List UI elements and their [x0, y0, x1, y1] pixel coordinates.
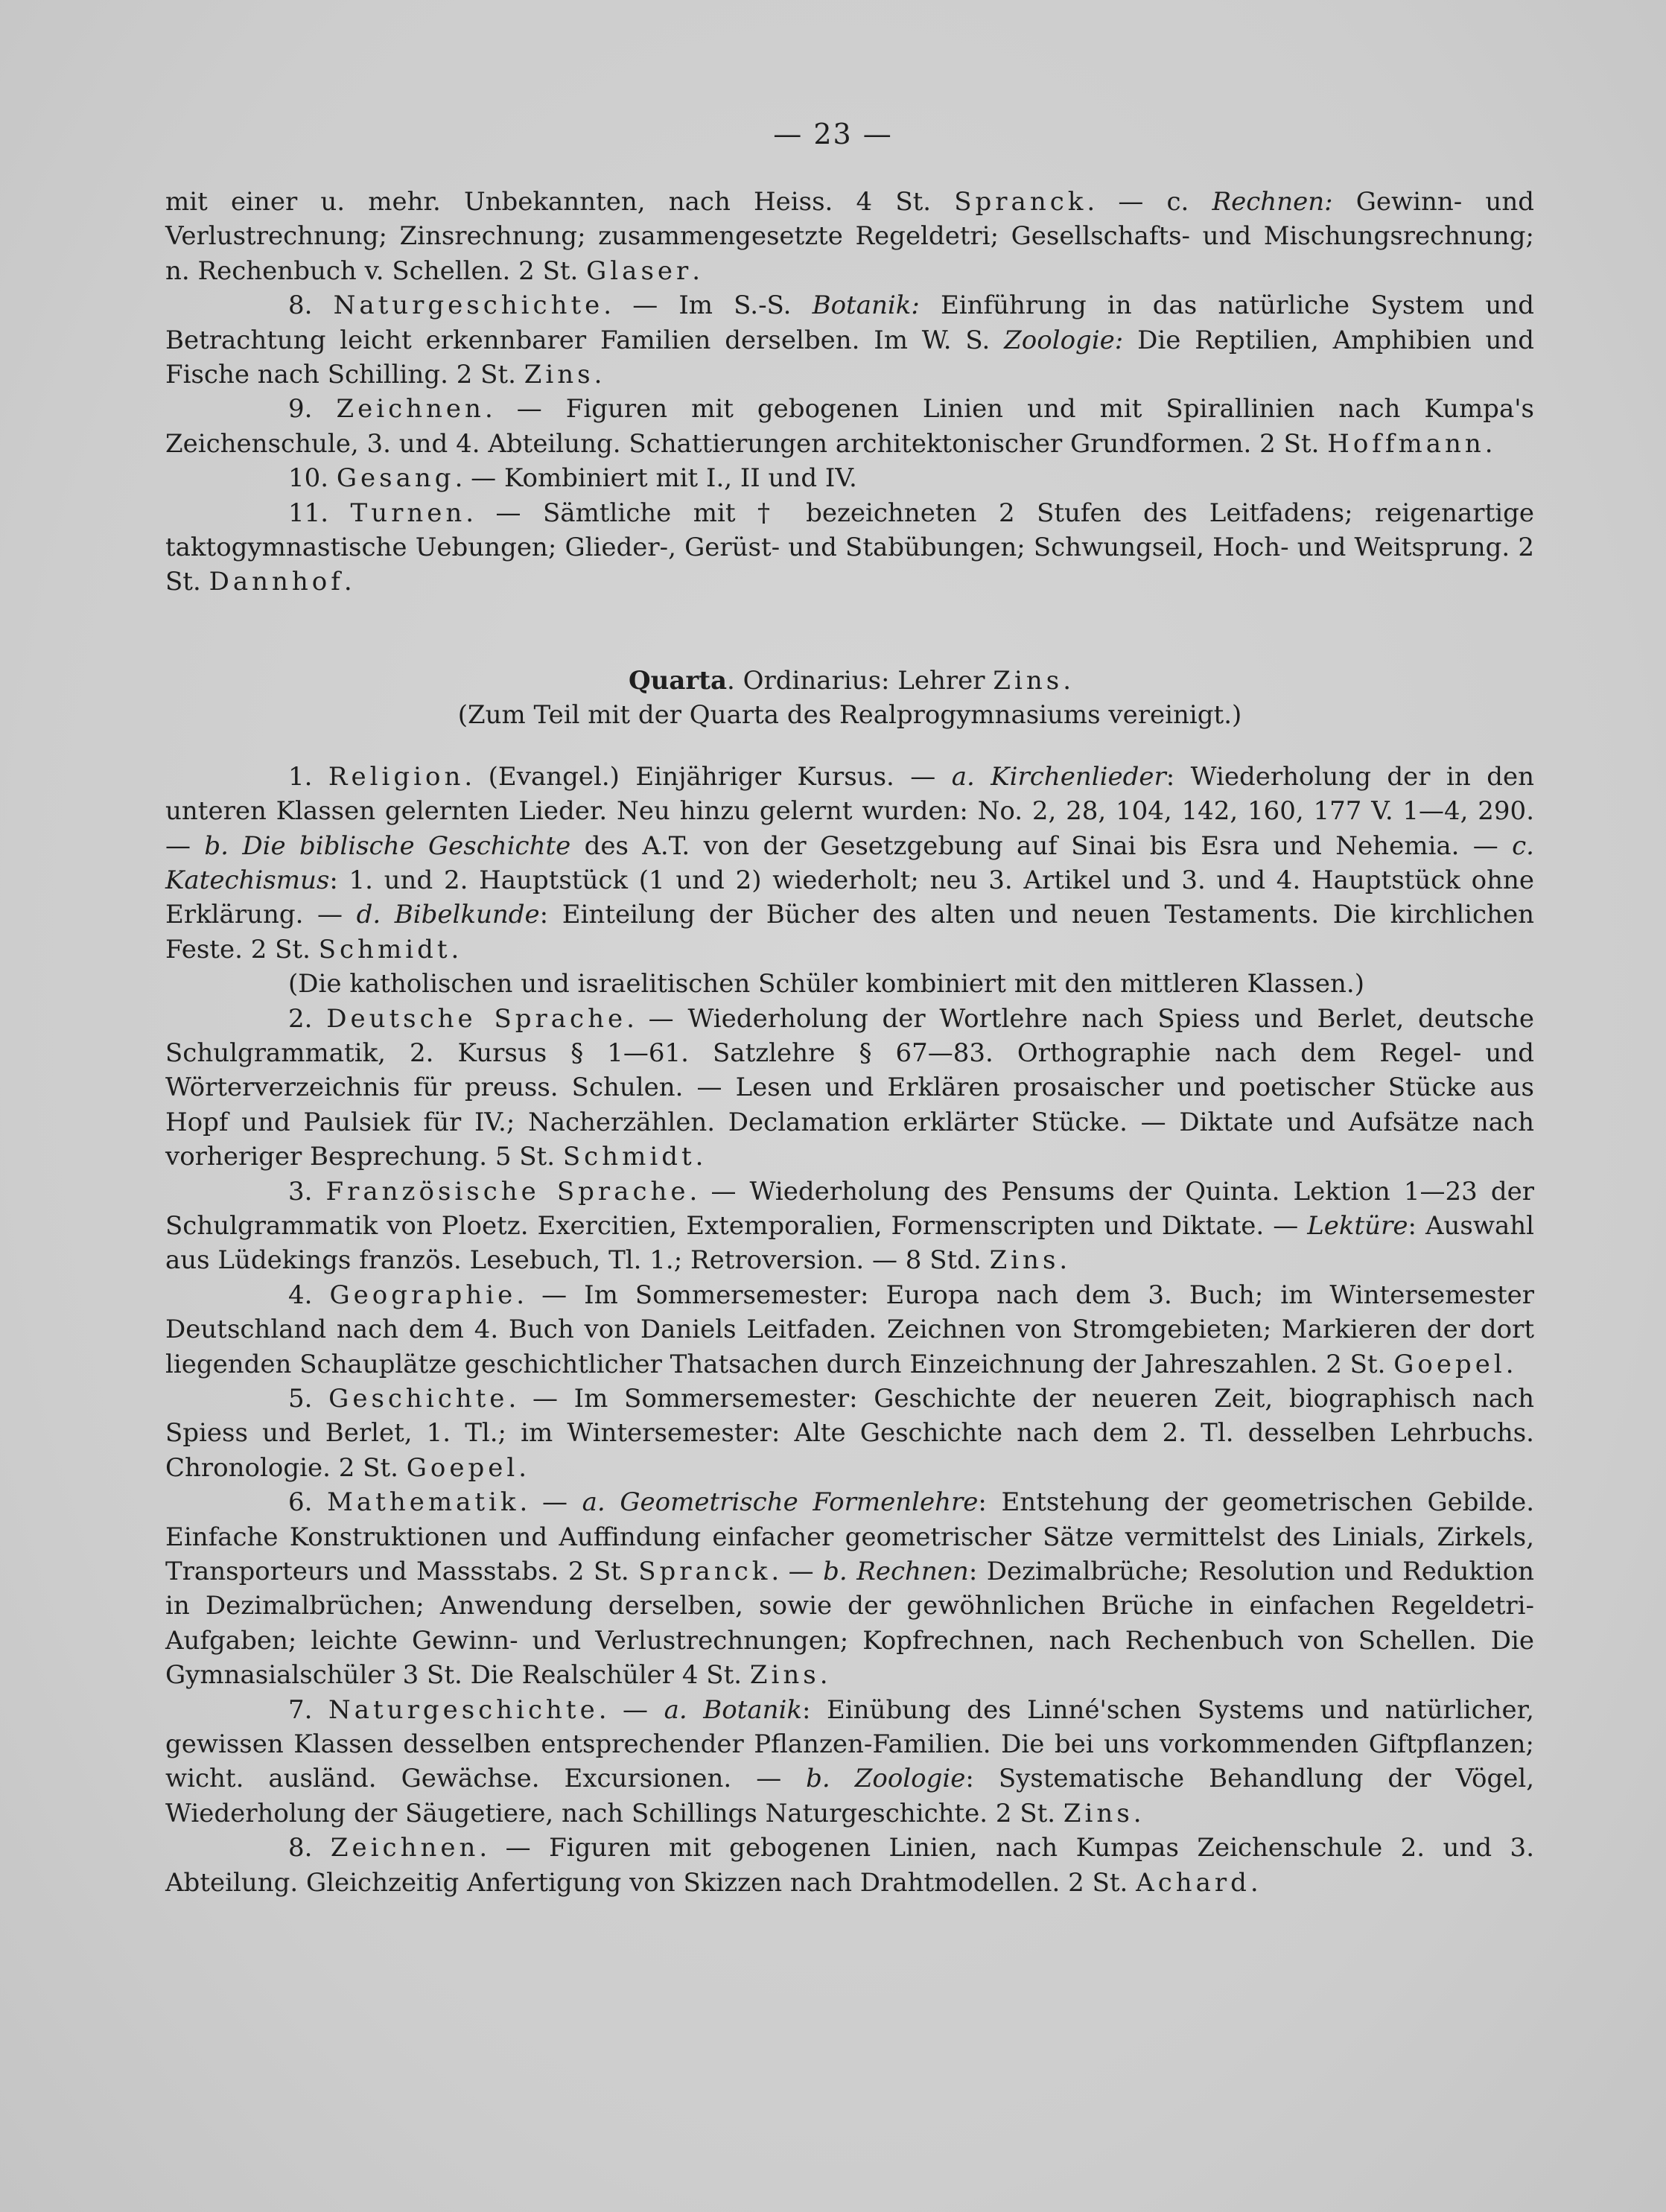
subject-paragraph-naturgeschichte-quarta: 7. Naturgeschichte. — a. Botanik: Einübung des Linné'schen Systems und natürlicher, gewissen Klassen desselben entsprechender Pflanzen-Familien. Die bei uns vorkommenden Giftpflanzen; wicht. ausländ. Gewächse. Excursionen. — b. Zoologie: Systematische Behandlung der Vögel, Wiederholung der Säugetiere, nach Schillings Naturgeschichte. 2 St. Zins. [165, 1694, 1535, 1828]
teacher-name: Spranck [638, 1557, 772, 1587]
subject-paragraph-zeichnen-quarta: 8. Zeichnen. — Figuren mit gebogenen Linien, nach Kumpas Zeichenschule 2. und 3. Abteilung. Gleichzeitig Anfertigung von Skizzen nach Drahtmodellen. 2 St. Achard. [165, 1833, 1534, 1898]
subject-heading: Naturgeschichte [333, 290, 604, 321]
subtopic-label: a. Kirchenlieder [951, 761, 1166, 792]
subject-paragraph-naturgeschichte: 8. Naturgeschichte. — Im S.-S. Botanik: Einführung in das natürliche System und Betrachtung leicht erkennbarer Familien derselben. Im W. S. Zoologie: Die Reptilien, Amphibien und Fische nach Schilling. 2 St. Zins. [165, 290, 1534, 390]
subject-paragraph-geographie: 4. Geographie. — Im Sommersemester: Europa nach dem 3. Buch; im Wintersemester Deutschland nach dem 4. Buch von Daniels Leitfaden. Zeichnen von Stromgebieten; Markieren der dort liegenden Schauplätze geschichtlicher Thatsachen durch Einzeichnung der Jahreszahlen. 2 St. Goepel. [165, 1280, 1535, 1379]
teacher-name: Zins [749, 1660, 820, 1691]
page-number: — 23 — [773, 118, 893, 150]
subject-heading: Zeichnen [336, 394, 485, 425]
teacher-name: Dannhof [209, 567, 344, 597]
subject-heading: Deutsche Sprache [326, 1003, 627, 1034]
subtopic-label: b. Zoologie [806, 1764, 966, 1794]
teacher-name: Schmidt [562, 1142, 696, 1172]
subject-paragraph-deutsch: 2. Deutsche Sprache. — Wiederholung der Wortlehre nach Spiess und Berlet, deutsche Schulgrammatik, 2. Kursus § 1—61. Satzlehre § 67—83. Orthographie nach dem Regel- und Wörterverzeichnis für preuss. Schulen. — Lesen und Erklären prosaischer und poetischer Stücke aus Hopf und Paulsiek für IV.; Nacherzählen. Declamation erklärter Stücke. — Diktate und Aufsätze nach vorheriger Besprechung. 5 St. Schmidt. [165, 1003, 1534, 1172]
subtopic-label: d. Bibelkunde [356, 900, 540, 930]
subtopic-label: Zoologie: [1004, 325, 1124, 355]
subject-heading: Religion [328, 761, 465, 792]
subject-paragraph-zeichnen: 9. Zeichnen. — Figuren mit gebogenen Linien und mit Spirallinien nach Kumpa's Zeichenschule, 3. und 4. Abteilung. Schattierungen architektonischer Grundformen. 2 St. Hoffmann. [165, 394, 1535, 459]
teacher-name: Glaser [586, 255, 693, 286]
teacher-name: Spranck [954, 187, 1087, 217]
subject-paragraph-gesang: 10. Gesang. — Kombiniert mit I., II und IV. [288, 463, 857, 494]
subtopic-label: Lektüre [1307, 1210, 1408, 1241]
subtopic-label: b. Die biblische Geschichte [204, 830, 571, 861]
teacher-name: Zins [1063, 1798, 1134, 1828]
subject-heading: Zeichnen [330, 1833, 480, 1863]
subject-heading: Geschichte [328, 1384, 509, 1414]
subtopic-label: a. Botanik [664, 1694, 802, 1725]
teacher-name: Achard [1136, 1867, 1250, 1898]
continuation-paragraph: mit einer u. mehr. Unbekannten, nach Heiss. 4 St. Spranck. — c. Rechnen: Gewinn- und Verlustrechnung; Zinsrechnung; zusammengesetzte Regeldetri; Gesellschafts- und Mischungsrechnung; n. Rechenbuch v. Schellen. 2 St. Glaser. [165, 187, 1534, 286]
subject-heading: Gesang [336, 463, 455, 494]
subject-paragraph-franzoesisch: 3. Französische Sprache. — Wiederholung des Pensums der Quinta. Lektion 1—23 der Schulgrammatik von Ploetz. Exercitien, Extemporalien, Formenscripten und Diktate. — Lektüre: Auswahl aus Lüdekings französ. Lesebuch, Tl. 1.; Retroversion. — 8 Std. Zins. [165, 1176, 1534, 1276]
subtopic-label: a. Geometrische Formenlehre [582, 1487, 979, 1518]
teacher-name: Zins [989, 1245, 1060, 1276]
section-note: (Zum Teil mit der Quarta des Realprogymnasiums vereinigt.) [457, 700, 1242, 731]
class-name: Quarta [629, 665, 728, 696]
teacher-name: Zins [524, 360, 594, 390]
subject-paragraph-geschichte: 5. Geschichte. — Im Sommersemester: Geschichte der neueren Zeit, biographisch nach Spiess und Berlet, 1. Tl.; im Wintersemester: Alte Geschichte nach dem 2. Tl. desselben Lehrbuchs. Chronologie. 2 St. Goepel. [165, 1384, 1535, 1483]
subject-paragraph-mathematik: 6. Mathematik. — a. Geometrische Formenlehre: Entstehung der geometrischen Gebilde. Einfache Konstruktionen und Auffindung einfacher geometrischer Sätze vermittelst des Linials, Zirkels, Transporteurs und Massstabs. 2 St. Spranck. — b. Rechnen: Dezimalbrüche; Resolution und Reduktion in Dezimalbrüchen; Anwendung derselben, sowie der gewöhnlichen Brüche in einfachen Regeldetri-Aufgaben; leichte Gewinn- und Verlustrechnungen; Kopfrechnen, nach Rechenbuch von Schellen. Die Gymnasialschüler 3 St. Die Realschüler 4 St. Zins. [165, 1487, 1535, 1691]
section-heading-quarta: Quarta. Ordinarius: Lehrer Zins. [629, 665, 1071, 696]
subtopic-label: Rechnen: [1212, 187, 1333, 217]
teacher-name: Zins [993, 665, 1063, 696]
subject-heading: Geographie [329, 1280, 517, 1310]
subtopic-label: b. Rechnen [823, 1557, 969, 1587]
subject-paragraph-religion: 1. Religion. (Evangel.) Einjähriger Kursus. — a. Kirchenlieder: Wiederholung der in den unteren Klassen gelernten Lieder. Neu hinzu gelernt wurden: No. 2, 28, 104, 142, 160, 177 V. 1—4, 290. — b. Die biblische Geschichte des A.T. von der Gesetzgebung auf Sinai bis Esra und Nehemia. — c. Katechismus: 1. und 2. Hauptstück (1 und 2) wiederholt; neu 3. Artikel und 3. und 4. Hauptstück ohne Erklärung. — d. Bibelkunde: Einteilung der Bücher des alten und neuen Testaments. Die kirchlichen Feste. 2 St. Schmidt. [165, 761, 1535, 964]
subject-heading: Naturgeschichte [328, 1694, 599, 1725]
subject-heading: Französische Sprache [325, 1176, 690, 1207]
subtopic-label: Botanik: [812, 290, 920, 321]
teacher-name: Goepel [406, 1452, 519, 1483]
religion-note: (Die katholischen und israelitischen Schüler kombiniert mit den mittleren Klassen.) [288, 969, 1364, 999]
page-body [165, 185, 1534, 1900]
teacher-name: Goepel [1393, 1349, 1506, 1379]
subject-heading: Mathematik [327, 1487, 520, 1518]
teacher-name: Hoffmann [1327, 428, 1485, 459]
teacher-name: Schmidt [318, 934, 451, 964]
subtopic-label: c. Katechismus [165, 830, 1534, 895]
subject-paragraph-turnen: 11. Turnen. — Sämtliche mit † bezeichneten 2 Stufen des Leitfadens; reigenartige taktogymnastische Uebungen; Glieder-, Gerüst- und Stabübungen; Schwungseil, Hoch- und Weitsprung. 2 St. Dannhof. [165, 498, 1534, 597]
subject-heading: Turnen [350, 498, 466, 528]
